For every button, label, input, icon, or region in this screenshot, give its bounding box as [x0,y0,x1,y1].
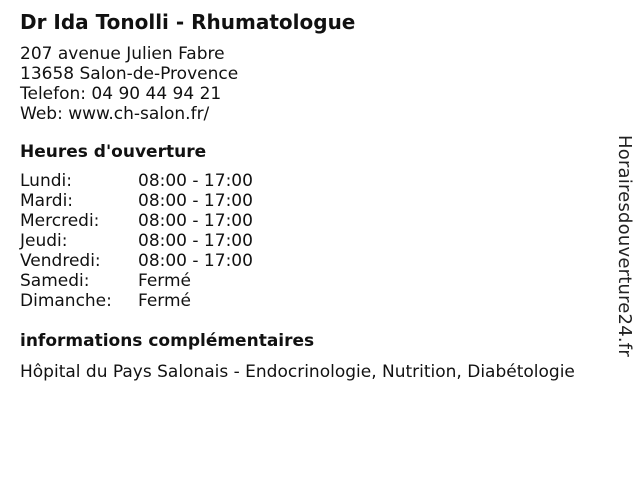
postal-city: 13658 Salon-de-Provence [20,64,239,84]
info-text: Hôpital du Pays Salonais - Endocrinologie, Nutrition, Diabétologie [20,362,575,382]
address-block [20,44,610,124]
hours-row [20,271,253,291]
day-hours: 08:00 - 17:00 [138,231,253,251]
day-label: Mardi: [20,191,74,211]
business-title: Dr Ida Tonolli - Rhumatologue [20,10,356,34]
phone-number: Telefon: 04 90 44 94 21 [20,84,222,104]
day-label: Dimanche: [20,291,112,311]
day-label: Vendredi: [20,251,101,271]
day-label: Jeudi: [20,231,68,251]
hours-row [20,171,253,191]
hours-row [20,211,253,231]
day-hours: 08:00 - 17:00 [138,171,253,191]
day-hours: 08:00 - 17:00 [138,251,253,271]
business-card [20,8,610,384]
hours-row [20,291,253,311]
hours-row [20,251,253,271]
site-watermark: Horairesdouverture24.fr [614,135,635,357]
hours-heading: Heures d'ouverture [20,142,207,162]
opening-hours-table [20,171,253,311]
day-hours: 08:00 - 17:00 [138,211,253,231]
day-hours: Fermé [138,271,192,291]
website: Web: www.ch-salon.fr/ [20,104,210,124]
day-hours: Fermé [138,291,192,311]
day-label: Lundi: [20,171,72,191]
hours-row [20,191,253,211]
info-heading: informations complémentaires [20,331,315,351]
hours-row [20,231,253,251]
day-label: Samedi: [20,271,90,291]
street-address: 207 avenue Julien Fabre [20,44,225,64]
day-label: Mercredi: [20,211,100,231]
day-hours: 08:00 - 17:00 [138,191,253,211]
